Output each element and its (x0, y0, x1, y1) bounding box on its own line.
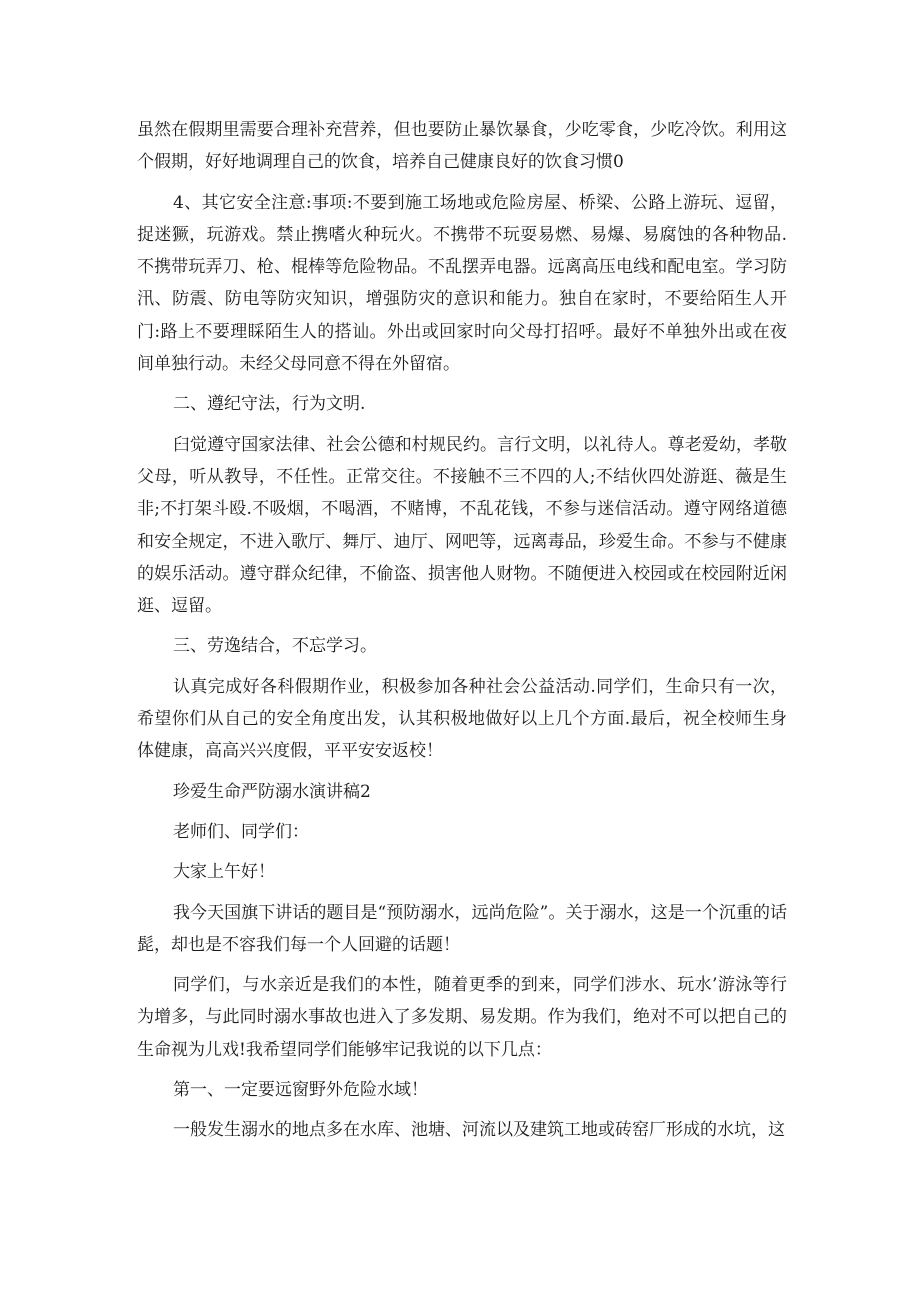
paragraph-drowning-locations: 一般发生溺水的地点多在水库、池塘、河流以及建筑工地或砖窑厂形成的水坑，这 (173, 1120, 785, 1141)
paragraph-other-safety: 4、其它安全注意:事项:不要到施工场地或危险房屋、桥梁、公路上游玩、逗留，捉迷獗，玩游戏。禁止携嗜火种玩火。不携带不玩耍易燃、易爆、易腐蚀的各种物品.不携带玩弄刀、枪、棍棒等危险物品。不乱摆弄电器。远离高压电线和配电室。学习防汛、防震、防电等防灾知识，增强防灾的意识和能力。独自在家时，不要给陌生人开门:路上不要理睬陌生人的搭讪。外出或回家时向父母打招呼。最好不单独外出或在夜间单独行动。未经父母同意不得在外留宿。 (137, 192, 787, 375)
paragraph-speech-topic: 我今天国旗下讲话的题目是“预防溺水，远尚危险”。关于溺水，这是一个沉重的话髭，却也是不容我们每一个人回避的话题！ (137, 902, 787, 955)
heading-work-rest: 三、劳逸结合，不忘学习。 (173, 636, 377, 657)
greeting-audience: 老师们、同学们： (173, 821, 309, 842)
paragraph-summer-water: 同学们，与水亲近是我们的本性，随着更季的到来，同学们涉水、玩水’游泳等行为增多，与此同时溺水事故也进入了多发期、易发期。作为我们，绝对不可以把自己的生命视为儿戏!我希望同学们能够牢记我说的以下几点： (137, 975, 787, 1060)
heading-law-abiding: 二、遵纪守法，行为文明. (173, 394, 366, 415)
greeting-morning: 大家上午好！ (173, 862, 275, 883)
document-page (137, 114, 787, 1147)
speech-title: 珍爱生命严防溺水演讲稿2 (173, 781, 371, 802)
paragraph-diet-advice: 虽然在假期里需要合理补充营养，但也要防止暴饮暴食，少吃零食，少吃冷饮。利用这个假期，好好地调理自己的饮食，培养自己健康良好的饮食习惯0 (137, 120, 787, 173)
paragraph-law-abiding: 臼觉遵守国家法律、社会公德和村规民约。言行文明，以礼待人。尊老爱幼，孝敬父母，听从教导，不任性。正常交往。不接触不三不四的人;不结伙四处游逛、薇是生非;不打架斗殴.不吸烟，不喝酒，不赌博，不乱花钱，不参与迷信活动。遵守网络道德和安全规定，不进入歌厅、舞厅、迪厅、网吧等，远离毒品，珍爱生命。不参与不健康的娱乐活动。遵守群众纪律，不偷盗、损害他人财物。不随便进入校园或在校园附近闲逛、逗留。 (137, 434, 787, 617)
heading-point-one: 第一、一定要远窗野外危险水域！ (173, 1080, 428, 1101)
paragraph-homework: 认真完成好各科假期作业，积极参加各种社会公益活动.同学们，生命只有一次，希望你们从自己的安全角度出发，认其积极地做好以上几个方面.最后，祝全校师生身体健康，高高兴兴度假，平平安安返校！ (137, 676, 787, 762)
